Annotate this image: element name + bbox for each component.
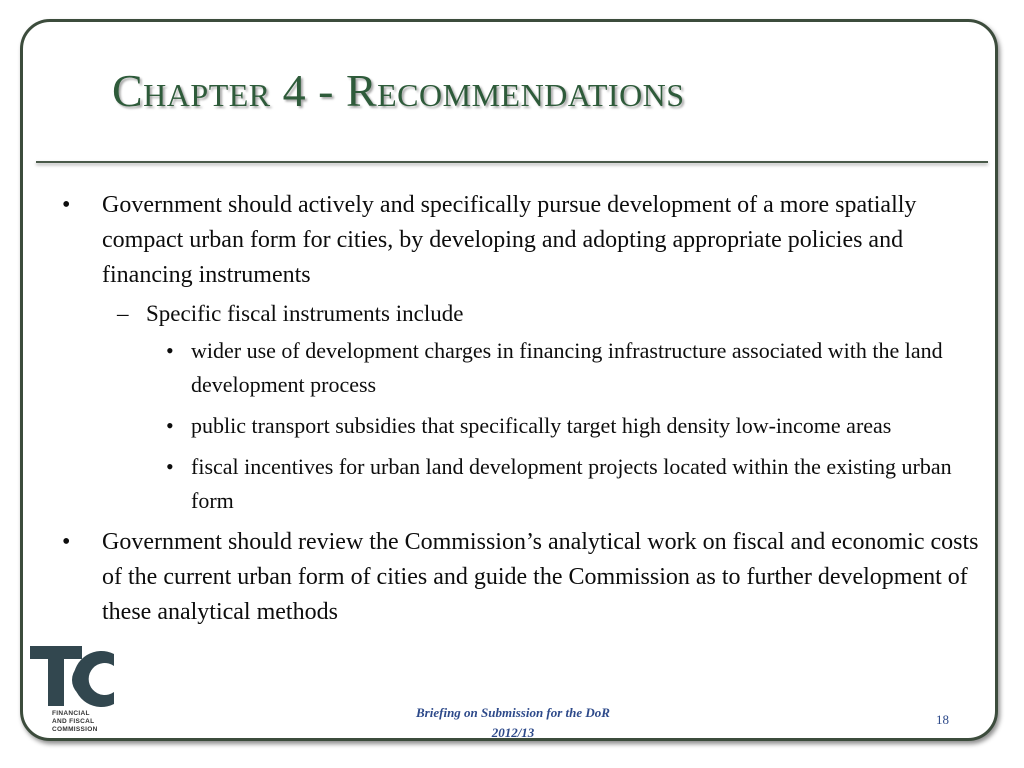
- bullet-1-text: Government should actively and specifically pursue development of a more spatially compact urban form for cities, by developing and adopting appropriate policies and financing instruments: [102, 192, 917, 288]
- slide-title: Chapter 4 - Recommendations: [112, 65, 685, 116]
- bullet-2: [0, 525, 987, 630]
- slide-content: [0, 188, 1000, 634]
- dash-marker: –: [117, 301, 129, 326]
- footer-line-2: 2012/13: [491, 725, 535, 740]
- bullet-marker: •: [166, 454, 174, 479]
- footer-line-1: Briefing on Submission for the DoR: [416, 705, 610, 720]
- bullet-1: [0, 188, 987, 293]
- sub-sub-bullet-1: [0, 334, 971, 402]
- sub-sub-bullet-2: [0, 409, 971, 443]
- bullet-marker: •: [166, 338, 174, 363]
- slide-footer: [360, 703, 666, 743]
- sub-bullet-1-text: Specific fiscal instruments include: [146, 301, 464, 326]
- bullet-marker: •: [62, 192, 71, 218]
- sub-bullet-1: [0, 297, 946, 330]
- title-divider: [36, 161, 988, 163]
- bullet-marker: •: [62, 529, 71, 555]
- page-number: 18: [936, 712, 949, 727]
- sub-sub-bullet-3: [0, 450, 971, 518]
- bullet-marker: •: [166, 413, 174, 438]
- sub-sub-bullet-2-text: public transport subsidies that specifically target high density low-income areas: [191, 413, 892, 438]
- logo-caption: FINANCIAL AND FISCAL COMMISSION: [52, 710, 98, 733]
- sub-sub-bullet-3-text: fiscal incentives for urban land development projects located within the existing urban form: [191, 454, 952, 513]
- sub-sub-bullet-1-text: wider use of development charges in financing infrastructure associated with the land development process: [191, 338, 943, 397]
- bullet-2-text: Government should review the Commission’s analytical work on fiscal and economic costs of the current urban form of cities and guide the Commission as to further development of these analytical methods: [102, 529, 979, 625]
